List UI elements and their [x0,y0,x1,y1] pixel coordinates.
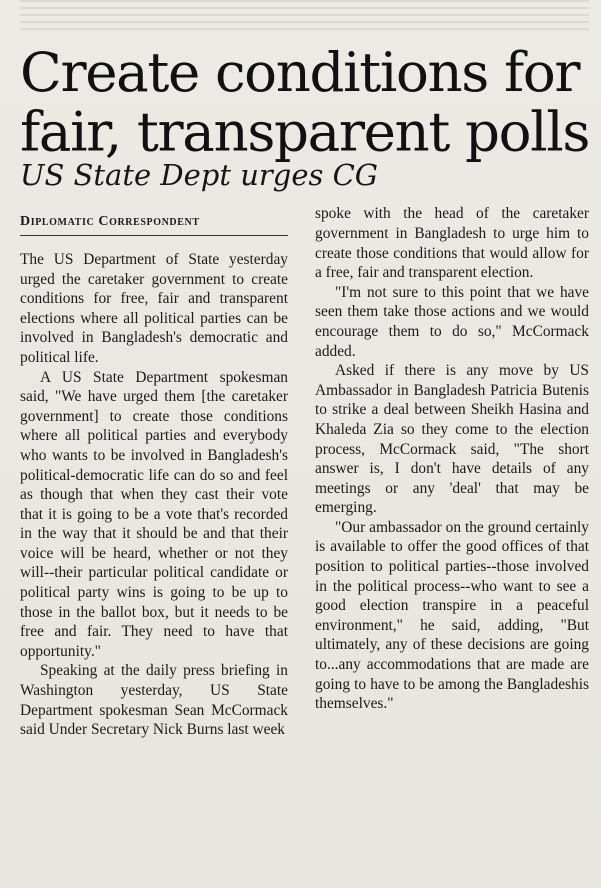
column-left [20,208,288,739]
headline-line-1: Create conditions for [20,40,580,105]
paragraph: A US State Department spokesman said, "We have urged them [the caretaker government] to create those conditions where all political parties and everybody who wants to be involved in Bangladesh's political-democratic life can do so and feel as though that when they cast their vote that it is going to be a vote that's recorded in the way that it should be and that their voice will be heard, whether or not they will--their particular political candidate or political party wins is going to be up to those in the ballot box, but it needs to be free and fair. They need to have that opportunity." [20,368,288,660]
byline-text: Diplomatic Correspondent [20,214,200,230]
paragraph: Speaking at the daily press briefing in Washington yesterday, US State Department spokesman Sean McCormack said Under Secretary Nick Burns last week [20,662,288,739]
paragraph: Asked if there is any move by US Ambassador in Bangladesh Patricia Butenis to strike a deal between Sheikh Hasina and Khaleda Zia so they come to the election process, McCormack said, "The short answer is, I don't have details of any meetings or any 'deal' that may be emerging. [315,362,589,517]
subheadline: US State Dept urges CG [20,158,378,193]
column-right [315,204,589,739]
paragraph: The US Department of State yesterday urged the caretaker government to create conditions for free, fair and transparent elections where all political parties can be involved in Bangladesh's democratic and political life. [20,250,288,366]
paragraph: "I'm not sure to this point that we have seen them take those actions and we would encourage them to do so," McCormack added. [315,283,589,360]
article-body [20,205,589,739]
headline-line-2: fair, transparent polls [20,100,589,164]
paragraph: "Our ambassador on the ground certainly is available to offer the good offices of that position to political parties--those involved in the political process--who want to see a good election transpire in a peaceful environment," he said, adding, "But ultimately, any of these decisions are going to...any accommodations that are made are going to have to be among the Bangladeshis themselves." [315,518,589,713]
paragraph: spoke with the head of the caretaker government in Bangladesh to urge him to create those conditions that would allow for a free, fair and transparent election. [315,205,589,282]
headline [20,0,601,162]
byline [20,208,288,236]
